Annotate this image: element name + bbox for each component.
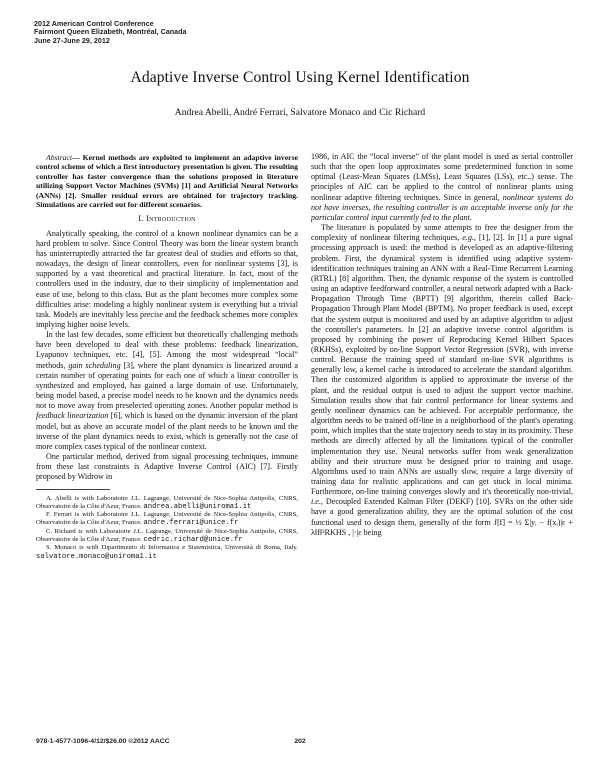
abstract-lead: Abstract	[46, 153, 73, 162]
text-run-italic: nonlinear systems do not have inverses, the resulting controller is an acceptable inverse only for the particular control input currently fed to the plant	[311, 192, 574, 222]
abstract-text: — Kernel methods are exploited to implement an adaptive inverse control scheme of which a first introductory presentation is given. The resulting controller has faster convergence than the solutions proposed in literature utilizing Support Vector Machines (SVMs) [1] and Artificial Neural Networks (ANNs) [2]. Smaller residual errors are obtained for trajectory tracking. Simulations are carried out for different scenarios.	[36, 153, 298, 210]
intro-paragraph-1: Analytically speaking, the control of a known nonlinear dynamics can be a hard problem to solve. Since Control Theory was born the linear system branch has uninterruptedly attracted the far greatest deal of studies and efforts so that, nowadays, the design of linear controllers, even for nonlinear systems [3], is supported by a vast theoretical and practical literature. In fact, most of the controllers used in the industry, due to their simplicity of implementation and ease of use, belong to this class. But as the plant becomes more complex some difficulties arise: modeling a highly nonlinear system is everything but a trivial task. Models are inevitably less precise and the feedback schemes more complex implying higher noise levels.	[36, 228, 298, 329]
intro-paragraph-4	[311, 152, 573, 223]
footnote-email[interactable]: andrea.abelli@uniroma1.it	[143, 502, 252, 511]
conference-header	[34, 20, 187, 45]
conference-name: 2012 American Control Conference	[34, 19, 154, 28]
text-run-italic: i.e.	[311, 497, 321, 507]
conference-dates: June 27-June 29, 2012	[34, 35, 110, 45]
left-column	[36, 153, 298, 561]
conference-venue: Fairmont Queen Elizabeth, Montréal, Canada	[34, 27, 187, 37]
footnote-abelli	[36, 495, 298, 512]
text-run-italic: gain scheduling	[68, 360, 121, 370]
footnote-text: S. Monaco is with Dipartimento di Informatica e Sistemistica, Università di Roma, Italy.	[46, 544, 298, 552]
text-run: , [1], [2]. In [1] a pure signal processing approach is used: the method is developed as an adaptive-filtering problem. First, the dynamical system is identified using adaptive system-identification techniques training an ANN with a Real-Time Recurrent Learning (RTRL) [8] algorithm. Then, the dynamic response of the system is controlled using an adaptive feedforward controller, a neural network adapted with a Back-Propagation Through Time (BPTT) [9] algorithm, therein called Back-Propagation Through Plant Model (BPTM). No proper feedback is used, except that the system output is monitored and used by an adaptive algorithm to adjust the controller's parameters. In [2] an adaptive inverse control algorithm is proposed by combining the power of Reproducing Kernel Hilbert Spaces (RKHSs), exploited by on-line Support Vector Regression (SVR), with inverse control. Because the training speed of standard on-line SVR algorithms is generally low, a kernel cache is introduced to accelerate the standard algorithm. Then the customized algorithm is applied to approximate the inverse of the plant, and the residual output is used to adjust the support vector machine. Simulation results show that fair control performance for linear systems and gently nonlinear dynamics can be achieved. For acceptable performance, the algorithm needs to be trained off-line in a neighborhood of the plant's operating point, which implies that the state trajectory needs to stay in its proximity. These methods are directly affected by all the limitations typical of the controller implementation they use. Neural networks suffer from weak generalization ability and their structure must be designed prior to training and usage. Algorithms used to train ANNs are usually slow, require a large diversity of training data for realistic applications and can get stuck in local minima. Furthermore, on-line training converges slowly and it's theoretically non-trivial,	[311, 233, 573, 497]
paper-title: Adaptive Inverse Control Using Kernel Identification	[130, 69, 470, 86]
footnote-text: F. Ferrari is with Laboratoire J.L. Lagrange, Université de Nice-Sophia Antipolis, CNRS, Observatoire de la Côte d'Azur, France.	[36, 511, 298, 527]
text-run: The literature is populated by some attempts to free the designer from the complexity of nonlinear filtering techniques,	[311, 223, 573, 243]
text-run: 1986, in AIC the “local inverse” of the plant model is used as serial controller such that the open loop approximates some predetermined function in some optimal (Least-Mean Squares (LMSs), Least Squares (LSs), etc..) sense. The principles of AIC can be applied to the control of nonlinear plants using nonlinear adaptive filtering techniques. Since in general,	[311, 152, 573, 202]
footnote-text: A. Abelli is with Laboratoire J.L. Lagrange, Université de Nice-Sophia Antipolis, CNRS, Observatoire de la Côte d'Azur, France.	[36, 494, 298, 510]
page-number: 202	[294, 738, 306, 745]
text-run: [3], where the plant dynamics is linearized around a certain number of operating points for each one of which a linear controller is synthesized and employed, has gained a large domain of use. Unfortunately, being model based, a precise model needs to be known and the dynamics needs not to move away from preselected operating zones. Another popular method is	[36, 360, 298, 411]
intro-paragraph-3: One particular method, derived from signal processing techniques, immune from these last constraints is Adaptive Inverse Control (AIC) [7]. Firstly proposed by Widrow in	[36, 452, 298, 482]
text-run-italic: feedback linearization	[36, 411, 109, 421]
footnote-monaco	[36, 544, 298, 561]
intro-paragraph-2	[36, 330, 298, 452]
text-run-italic: e.g.	[462, 233, 474, 243]
footnote-text: C. Richard is with Laboratoire J.L. Lagrange, Université de Nice-Sophia Antipolis, CNRS, Observatoire de la Côte d'Azur, France.	[36, 527, 298, 543]
footnote-email[interactable]: andre.ferrari@unice.fr	[143, 519, 239, 528]
footer-isbn: 978-1-4577-1096-4/12/$26.00 ©2012 AACC	[36, 738, 170, 745]
footnote-rule	[36, 489, 110, 490]
text-run: , Decoupled Extended Kalman Filter (DEKF) [10]. SVRs on the other side have a good generalization ability, they are the optimal solution of the cost functional used to design them, generally of the form J[f] = ½ Σ|yᵢ − f(xᵢ)|ε + λ‖f‖²RKHS , |·|ε being	[311, 497, 573, 537]
footnote-richard	[36, 528, 298, 545]
footnote-email[interactable]: salvatore.monaco@uniroma1.it	[36, 552, 157, 561]
text-run: .	[469, 212, 472, 222]
footnote-email[interactable]: cedric.richard@unice.fr	[143, 535, 243, 544]
text-run: [6], which is based on the dynamic inversion of the plant model, but as above an accurate model of the plant needs to be known and the inverse of the plant dynamics needs to exist, which is generally not the case of more complex cases typical of the nonlinear context.	[36, 411, 298, 451]
section-heading-introduction: I. Introduction	[138, 214, 196, 224]
footnote-ferrari	[36, 511, 298, 528]
intro-paragraph-5	[311, 223, 573, 538]
right-column	[311, 152, 573, 538]
paper-authors: Andrea Abelli, André Ferrari, Salvatore Monaco and Cic Richard	[174, 107, 426, 118]
text-run: In the last few decades, some efficient but theoretically challenging methods have been developed to deal with these problems: feedback linearization, Lyapunov techniques, etc. [4], [5]. Among the most widespread “local” methods,	[36, 330, 298, 370]
abstract	[36, 153, 298, 209]
